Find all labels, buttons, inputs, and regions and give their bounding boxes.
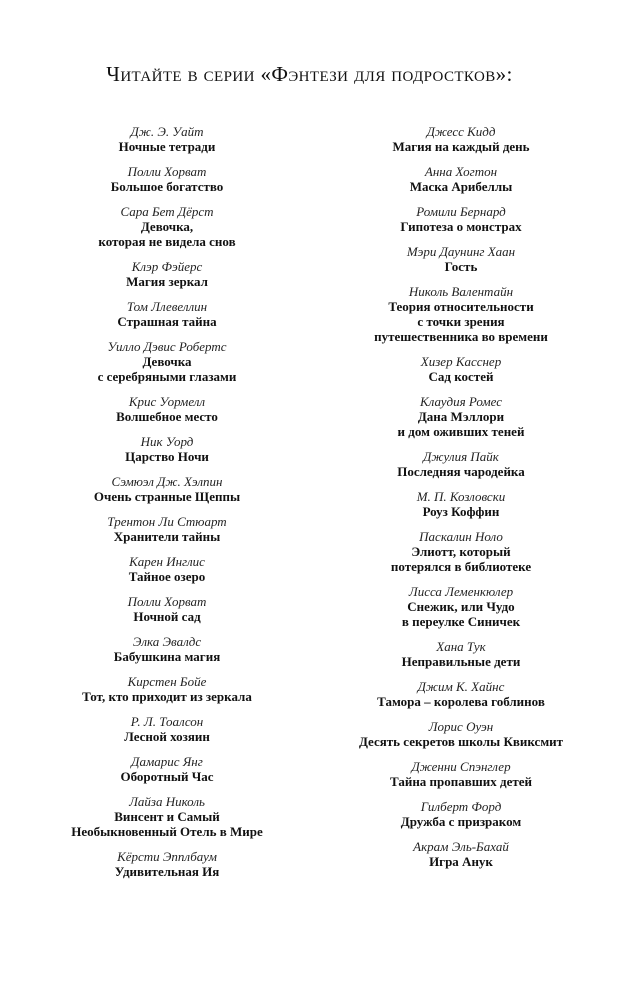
book-title: Тайна пропавших детей (389, 774, 533, 789)
book-title: Страшная тайна (117, 314, 217, 329)
book-entry (316, 284, 606, 344)
book-title: Большое богатство (110, 179, 224, 194)
book-title: Винсент и Самый Необыкновенный Отель в Мире (71, 809, 263, 839)
book-entry (22, 474, 312, 504)
book-title: Тот, кто приходит из зеркала (82, 689, 252, 704)
book-author: Кирстен Бойе (127, 674, 207, 689)
book-title: Царство Ночи (125, 449, 209, 464)
book-author: Полли Хорват (127, 594, 207, 609)
book-author: Джулия Пайк (423, 449, 499, 464)
book-title: Гипотеза о монстрах (400, 219, 522, 234)
book-author: Дженни Спэнглер (411, 759, 511, 774)
book-title: Бабушкина магия (113, 649, 221, 664)
book-entry (316, 529, 606, 574)
book-entry (316, 449, 606, 479)
book-title: Десять секретов школы Квиксмит (358, 734, 564, 749)
book-entry (22, 849, 312, 879)
book-author: Полли Хорват (127, 164, 207, 179)
book-entry (316, 244, 606, 274)
book-author: Николь Валентайн (408, 284, 514, 299)
book-entry (316, 839, 606, 869)
book-author: Трентон Ли Стюарт (107, 514, 227, 529)
book-author: Сара Бет Дёрст (120, 204, 214, 219)
book-author: Джесс Кидд (426, 124, 496, 139)
book-title: Удивительная Ия (114, 864, 220, 879)
book-author: Лорис Оуэн (428, 719, 494, 734)
book-entry (316, 394, 606, 439)
book-title: Очень странные Щеппы (93, 489, 241, 504)
book-author: Мэри Даунинг Хаан (406, 244, 516, 259)
book-title: Волшебное место (116, 409, 218, 424)
book-title: Хранители тайны (113, 529, 221, 544)
book-author: Хизер Касснер (420, 354, 502, 369)
book-entry (316, 759, 606, 789)
book-entry (316, 124, 606, 154)
book-entry (22, 634, 312, 664)
book-author: Акрам Эль-Бахай (413, 839, 509, 854)
book-entry (22, 124, 312, 154)
book-author: Том Ллевеллин (126, 299, 208, 314)
book-entry (22, 794, 312, 839)
book-title: Ночной сад (133, 609, 201, 624)
book-entry (22, 339, 312, 384)
book-title: Дружба с призраком (400, 814, 522, 829)
book-entry (22, 674, 312, 704)
book-author: Лайза Николь (129, 794, 205, 809)
book-entry (22, 204, 312, 249)
book-title: Игра Анук (429, 854, 493, 869)
book-title: Гость (444, 259, 478, 274)
book-entry (316, 164, 606, 194)
book-entry (22, 754, 312, 784)
book-author: Анна Хогтон (424, 164, 498, 179)
book-entry (22, 434, 312, 464)
book-author: Дамарис Янг (131, 754, 203, 769)
book-entry (22, 394, 312, 424)
book-author: Гилберт Форд (420, 799, 502, 814)
book-author: М. П. Козловски (416, 489, 506, 504)
book-entry (316, 354, 606, 384)
book-author: Крис Уормелл (128, 394, 206, 409)
book-title: Лесной хозяин (124, 729, 210, 744)
book-title: Элиотт, который потерялся в библиотеке (390, 544, 532, 574)
book-author: Ромили Бернард (416, 204, 506, 219)
book-author: Клэр Фэйерс (131, 259, 203, 274)
book-entry (22, 514, 312, 544)
book-title: Магия зеркал (126, 274, 208, 289)
book-author: Кёрсти Эпплбаум (117, 849, 217, 864)
book-entry (316, 204, 606, 234)
book-author: Сэмюэл Дж. Хэлпин (111, 474, 223, 489)
right-column (316, 124, 606, 879)
book-title: Тамора – королева гоблинов (377, 694, 545, 709)
book-title: Маска Арибеллы (409, 179, 513, 194)
book-title: Ночные тетради (118, 139, 216, 154)
book-entry (316, 719, 606, 749)
book-author: Дж. Э. Уайт (130, 124, 204, 139)
page-heading: Читайте в серии «Фэнтези для подростков»: (106, 62, 513, 86)
book-entry (316, 639, 606, 669)
book-author: Паскалин Ноло (419, 529, 503, 544)
book-entry (22, 164, 312, 194)
book-entry (316, 679, 606, 709)
book-entry (22, 299, 312, 329)
book-author: Хана Тук (436, 639, 486, 654)
book-title: Снежик, или Чудо в переулке Синичек (401, 599, 521, 629)
book-title: Роуз Коффин (422, 504, 500, 519)
left-column (22, 124, 312, 889)
book-author: Карен Инглис (129, 554, 205, 569)
book-title: Тайное озеро (128, 569, 206, 584)
book-author: Клаудия Ромес (419, 394, 503, 409)
book-entry (22, 714, 312, 744)
book-author: Уилло Дэвис Робертс (107, 339, 227, 354)
book-entry (316, 584, 606, 629)
book-author: Джим К. Хайнс (417, 679, 505, 694)
book-title: Теория относительности с точки зрения путешественника во времени (374, 299, 548, 344)
book-title: Девочка, которая не видела снов (98, 219, 236, 249)
book-entry (316, 799, 606, 829)
book-title: Оборотный Час (120, 769, 214, 784)
book-title: Магия на каждый день (392, 139, 530, 154)
book-author: Лисса Леменкюлер (408, 584, 514, 599)
book-author: Элка Эвалдс (132, 634, 202, 649)
book-title: Неправильные дети (401, 654, 521, 669)
book-entry (22, 259, 312, 289)
book-title: Сад костей (428, 369, 494, 384)
book-entry (22, 594, 312, 624)
book-title: Последняя чародейка (397, 464, 525, 479)
book-title: Дана Мэллори и дом оживших теней (397, 409, 525, 439)
book-author: Ник Уорд (140, 434, 194, 449)
book-title: Девочка с серебряными глазами (97, 354, 237, 384)
book-entry (316, 489, 606, 519)
book-author: Р. Л. Тоалсон (130, 714, 204, 729)
book-entry (22, 554, 312, 584)
